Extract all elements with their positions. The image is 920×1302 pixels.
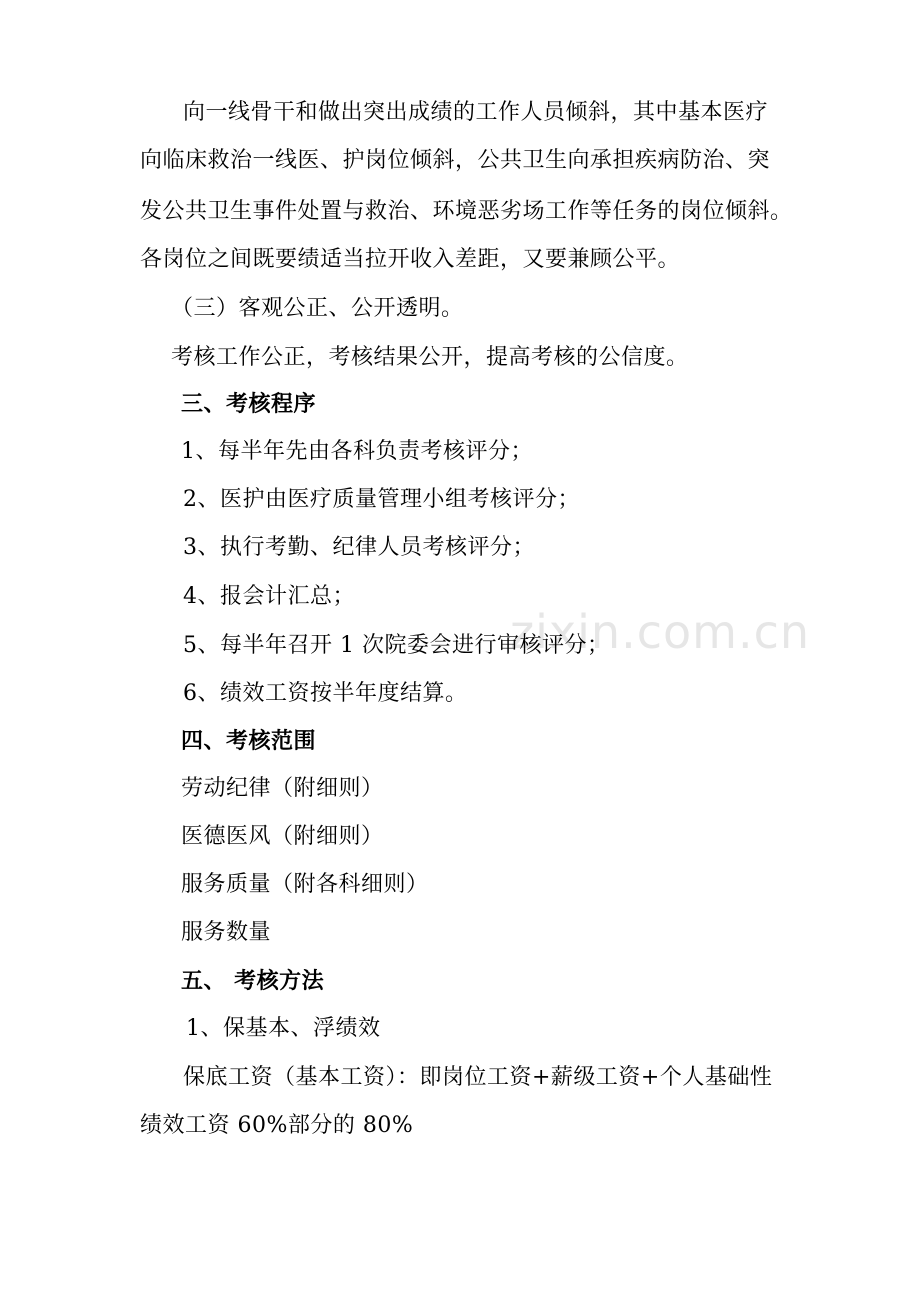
list-item: 1、每半年先由各科负责考核评分； [181, 439, 533, 464]
paragraph-line: 向临床救治一线医、护岗位倾斜，公共卫生向承担疾病防治、突 [140, 148, 771, 173]
list-item: 服务质量（附各科细则） [181, 872, 429, 897]
list-item: 4、报会计汇总； [183, 584, 355, 609]
list-item: 服务数量 [181, 920, 272, 945]
list-item: 3、执行考勤、纪律人员考核评分； [183, 535, 535, 560]
paragraph-line: 保底工资（基本工资）：即岗位工资+薪级工资+个人基础性 [183, 1065, 773, 1090]
watermark: zixin.com.cn [510, 605, 811, 659]
paragraph-line: 绩效工资 60%部分的 80% [140, 1113, 414, 1138]
section-heading: 三、考核程序 [181, 391, 317, 417]
list-item: 劳动纪律（附细则） [181, 776, 384, 801]
list-item: 5、每半年召开 1 次院委会进行审核评分； [183, 633, 610, 658]
list-item: 医德医风（附细则） [181, 824, 384, 849]
section-heading: 四、考核范围 [181, 728, 317, 754]
section-heading: 五、 考核方法 [181, 968, 325, 994]
paragraph-line: 向一线骨干和做出突出成绩的工作人员倾斜，其中基本医疗 [183, 100, 769, 125]
list-item: 6、绩效工资按半年度结算。 [183, 681, 468, 706]
list-item: 1、保基本、浮绩效 [186, 1016, 381, 1041]
list-item: 2、医护由医疗质量管理小组考核评分； [183, 487, 580, 512]
paragraph-line: 发公共卫生事件处置与救治、环境恶劣场工作等任务的岗位倾斜。 [140, 199, 793, 224]
paragraph-line: 考核工作公正，考核结果公开，提高考核的公信度。 [171, 345, 689, 370]
subsection-title: （三）客观公正、公开透明。 [171, 296, 464, 321]
paragraph-line: 各岗位之间既要绩适当拉开收入差距，又要兼顾公平。 [140, 247, 681, 272]
